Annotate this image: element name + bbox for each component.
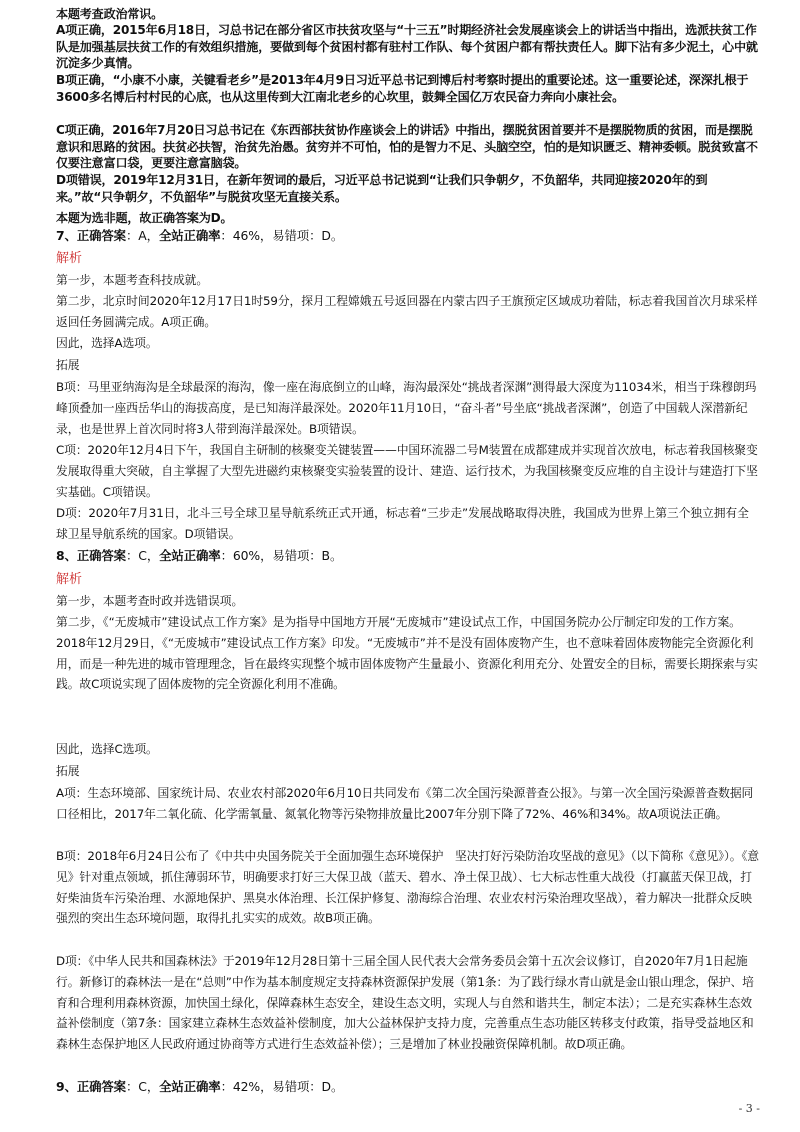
q7-number: 7、: [56, 228, 77, 243]
q8-rate-value: ：60%，易错项：B。: [220, 548, 343, 563]
q8-step1: 第一步，本题考查时政并选错误项。: [56, 594, 244, 608]
q9-rate-label: 全站正确率: [159, 1079, 221, 1094]
q7-option-b: B项：马里亚纳海沟是全球最深的海沟，像一座在海底倒立的山峰，海沟最深处“挑战者深渊”测得最大深度为11034米，相当于珠穆朗玛峰顶叠加一座西岳华山的海拔高度，是已知海洋最深处。2020年11月10日，“奋斗者”号坐底“挑战者深渊”，创造了中国载人深潜新纪录，也是世界上首次同时将3人带到海洋最深处。B项错误。: [56, 380, 757, 436]
q8-option-a: A项：生态环境部、国家统计局、农业农村部2020年6月10日共同发布《第二次全国污染源普查公报》。与第一次全国污染源普查数据同口径相比，2017年二氧化硫、化学需氧量、氮氧化物等污染物排放量比2007年分别下降了72%、46%和34%。故A项说法正确。: [56, 786, 754, 821]
q8-answer-label: 正确答案: [76, 548, 126, 563]
q9-answer-value: ：C，: [125, 1079, 160, 1094]
option-b-explanation: B项正确，“小康不小康，关键看老乡”是2013年4月9日习近平总书记到博后村考察时提出的重要论述。这一重要论述，深深扎根于3600多名博后村村民的心底，也从这里传到大江南北老乡的心坎里，鼓舞全国亿万农民奋力奔向小康社会。: [56, 73, 749, 104]
q8-option-b: B项：2018年6月24日公布了《中共中央国务院关于全面加强生态环境保护 坚决打好污染防治攻坚战的意见》（以下简称《意见》）。《意见》针对重点领域，抓住薄弱环节，明确要求打好三大保卫战（蓝天、碧水、净土保卫战）、七大标志性重大战役（打赢蓝天保卫战，打好柴油货车污染治理、水源地保护、黑臭水体治理、长江保护修复、渤海综合治理、农业农村污染治理攻坚战），着力解决一批群众反映强烈的突出生态环境问题，取得扎扎实实的成效。故B项正确。: [56, 849, 759, 926]
option-c-explanation: C项正确，2016年7月20日习总书记在《东西部扶贫协作座谈会上的讲话》中指出，摆脱贫困首要并不是摆脱物质的贫困，而是摆脱意识和思路的贫困。扶贫必扶智，治贫先治愚。贫穷并不可怕，怕的是智力不足、头脑空空，怕的是知识匮乏、精神委顿。脱贫致富不仅要注意富口袋，更要注意富脑袋。: [56, 123, 758, 171]
q7-answer-label: 正确答案: [76, 228, 126, 243]
q7-answer-value: ：A，: [125, 228, 159, 243]
q8-step2: 第二步，《“无废城市”建设试点工作方案》是为指导中国地方开展“无废城市”建设试点工作，中国国务院办公厅制定印发的工作方案。2018年12月29日，《“无废城市”建设试点工作方案》印发。“无废城市”并不是没有固体废物产生，也不意味着固体废物能完全资源化利用，而是一种先进的城市管理理念，旨在最终实现整个城市固体废物产生量最小、资源化利用充分、处置安全的目标，需要长期探索与实践。故C项说实现了固体废物的完全资源化利用不准确。: [56, 615, 758, 692]
q7-option-d: D项：2020年7月31日，北斗三号全球卫星导航系统正式开通，标志着“三步走”发展战略取得决胜，我国成为世界上第三个独立拥有全球卫星导航系统的国家。D项错误。: [56, 506, 749, 541]
q9-answer-label: 正确答案: [76, 1079, 126, 1094]
q7-step2: 第二步，北京时间2020年12月17日1时59分，探月工程嫦娥五号返回器在内蒙古四子王旗预定区域成功着陆，标志着我国首次月球采样返回任务圆满完成。A项正确。: [56, 294, 758, 329]
q7-extension-heading: 拓展: [56, 358, 80, 372]
q7-option-c: C项：2020年12月4日下午，我国自主研制的核聚变关键装置——中国环流器二号M装置在成都建成并实现首次放电，标志着我国核聚变发展取得重大突破，自主掌握了大型先进磁约束核聚变实验装置的设计、建造、运行技术，为我国核聚变反应堆的自主设计与建造打下坚实基础。C项错误。: [56, 443, 758, 499]
page-number: - 3 -: [738, 1102, 760, 1115]
q7-rate-label: 全站正确率: [158, 228, 221, 243]
q8-option-d: D项：《中华人民共和国森林法》于2019年12月28日第十三届全国人民代表大会常务委员会第十五次会议修订，自2020年7月1日起施行。新修订的森林法一是在“总则”中作为基本制度规定支持森林资源保护发展（第1条：为了践行绿水青山就是金山银山理念，保护、培育和合理利用森林资源，加快国土绿化，保障森林生态安全，建设生态文明，实现人与自然和谐共生，制定本法）；二是充实森林生态效益补偿制度（第7条：国家建立森林生态效益补偿制度，加大公益林保护支持力度，完善重点生态功能区转移支付政策，指导受益地区和森林生态保护地区人民政府通过协商等方式进行生态效益补偿）；三是增加了林业投融资保障机制。故D项正确。: [56, 954, 754, 1052]
intro-line: 本题考查政治常识。: [56, 7, 164, 21]
q7-step1: 第一步，本题考查科技成就。: [56, 273, 209, 287]
q9-number: 9、: [56, 1079, 77, 1094]
option-d-explanation: D项错误，2019年12月31日，在新年贺词的最后，习近平总书记说到“让我们只争朝夕，不负韶华，共同迎接2020年的到来。”故“只争朝夕，不负韶华”与脱贫攻坚无直接关系。: [56, 173, 708, 204]
q9-rate-value: ：42%，易错项：D。: [220, 1079, 344, 1094]
q8-rate-label: 全站正确率: [159, 548, 221, 563]
q8-extension-heading: 拓展: [56, 764, 80, 778]
q9-answer-line: [56, 1077, 760, 1098]
conclusion: 本题为选非题，故正确答案为D。: [56, 211, 233, 225]
option-a-explanation: A项正确，2015年6月18日，习总书记在部分省区市扶贫攻坚与“十三五”时期经济社会发展座谈会上的讲话当中指出，选派扶贫工作队是加强基层扶贫工作的有效组织措施，要做到每个贫困村都有驻村工作队、每个贫困户都有帮扶责任人。脚下沾有多少泥土，心中就沉淀多少真情。: [56, 23, 758, 71]
q7-rate-value: ：46%，易错项：D。: [220, 228, 344, 243]
q8-number: 8、: [56, 548, 77, 563]
q8-answer-value: ：C，: [125, 548, 160, 563]
q8-therefore: 因此，选择C选项。: [56, 742, 158, 756]
q7-analysis-heading: 解析: [56, 251, 83, 266]
q8-answer-line: [56, 546, 760, 567]
q8-analysis-heading: 解析: [56, 572, 83, 587]
q7-answer-line: [56, 226, 760, 247]
q7-therefore: 因此，选择A选项。: [56, 336, 158, 350]
